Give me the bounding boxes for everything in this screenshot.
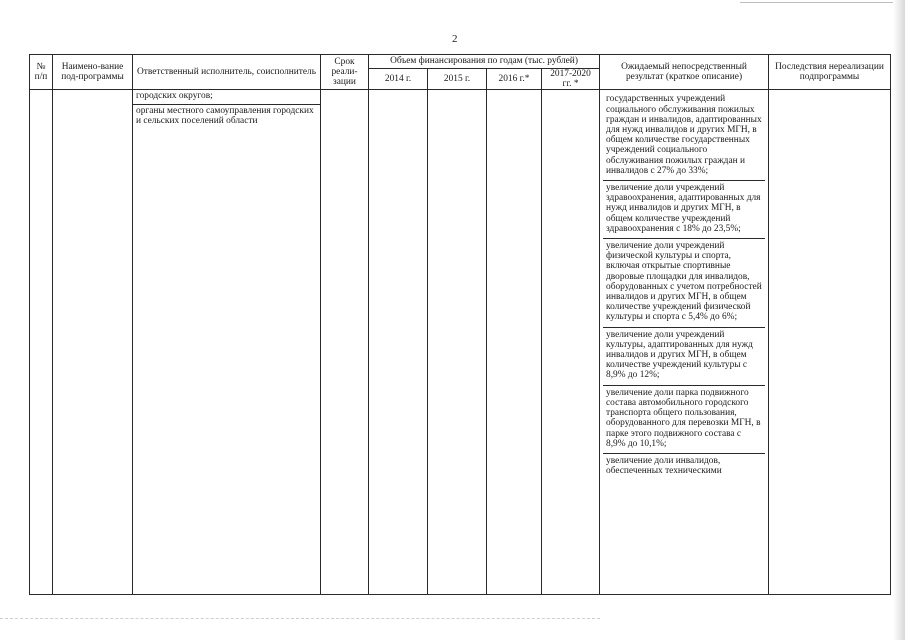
page-number: 2 bbox=[452, 33, 458, 45]
header-term: Срок реали-зации bbox=[321, 55, 369, 90]
cell-num bbox=[30, 90, 53, 595]
program-table bbox=[29, 54, 891, 595]
cell-consequences bbox=[769, 90, 891, 595]
cell-executor bbox=[133, 90, 321, 595]
cell-term bbox=[321, 90, 369, 595]
header-consequences: Последствия нереализации подпрограммы bbox=[769, 55, 891, 90]
scan-edge-shadow bbox=[893, 0, 905, 640]
result-item: увеличение доли учреждений культуры, адаптированных для нужд инвалидов и других МГН, в общем количестве учреждений культуры с 8,9% до 12%; bbox=[603, 327, 765, 385]
header-year-2016: 2016 г.* bbox=[487, 69, 542, 90]
result-item: государственных учреждений социального обслуживания пожилых граждан и инвалидов, адаптированных для нужд инвалидов и других МГН, в общем количестве государственных учреждений социального обслуживания пожилых граждан и инвалидов с 27% до 33%; bbox=[606, 94, 762, 176]
header-financing: Объем финансирования по годам (тыс. рублей) bbox=[369, 55, 600, 69]
header-year-2014: 2014 г. bbox=[369, 69, 428, 90]
header-subprogram: Наимено-вание под-программы bbox=[53, 55, 133, 90]
header-expected-result: Ожидаемый непосредственный результат (краткое описание) bbox=[600, 55, 769, 90]
cell-2017-2020 bbox=[542, 90, 600, 595]
scan-artifact-bottom bbox=[0, 618, 600, 619]
scan-artifact-top bbox=[740, 2, 905, 3]
result-item: увеличение доли учреждений физической культуры и спорта, включая открытые спортивные дворовые площадки для инвалидов, оборудованных с учетом потребностей инвалидов и других МГН, в общем количестве учреждений физической культуры и спорта с 5,4% до 6%; bbox=[603, 238, 765, 327]
header-num: № п/п bbox=[30, 55, 53, 90]
cell-subprogram bbox=[53, 90, 133, 595]
result-item: увеличение доли инвалидов, обеспеченных техническими bbox=[603, 453, 765, 480]
result-item: увеличение доли парка подвижного состава автомобильного городского транспорта общего пользования, оборудованного для перевозки МГН, в парке этого подвижного состава с 8,9% до 10,1%; bbox=[603, 385, 765, 453]
cell-2014 bbox=[369, 90, 428, 595]
cell-2016 bbox=[487, 90, 542, 595]
table-row bbox=[30, 90, 891, 595]
executor-item: органы местного самоуправления городских и сельских поселений области bbox=[136, 105, 314, 126]
header-executor: Ответственный исполнитель, соисполнитель bbox=[133, 55, 321, 90]
header-year-2017-2020: 2017-2020 гг. * bbox=[542, 69, 600, 90]
header-year-2015: 2015 г. bbox=[428, 69, 487, 90]
cell-expected-result bbox=[600, 90, 769, 595]
result-item: увеличение доли учреждений здравоохранения, адаптированных для нужд инвалидов и других МГН, в общем количестве учреждений здравоохранения с 18% до 23,5%; bbox=[603, 180, 765, 238]
executor-item: городских округов; bbox=[133, 90, 320, 104]
cell-2015 bbox=[428, 90, 487, 595]
